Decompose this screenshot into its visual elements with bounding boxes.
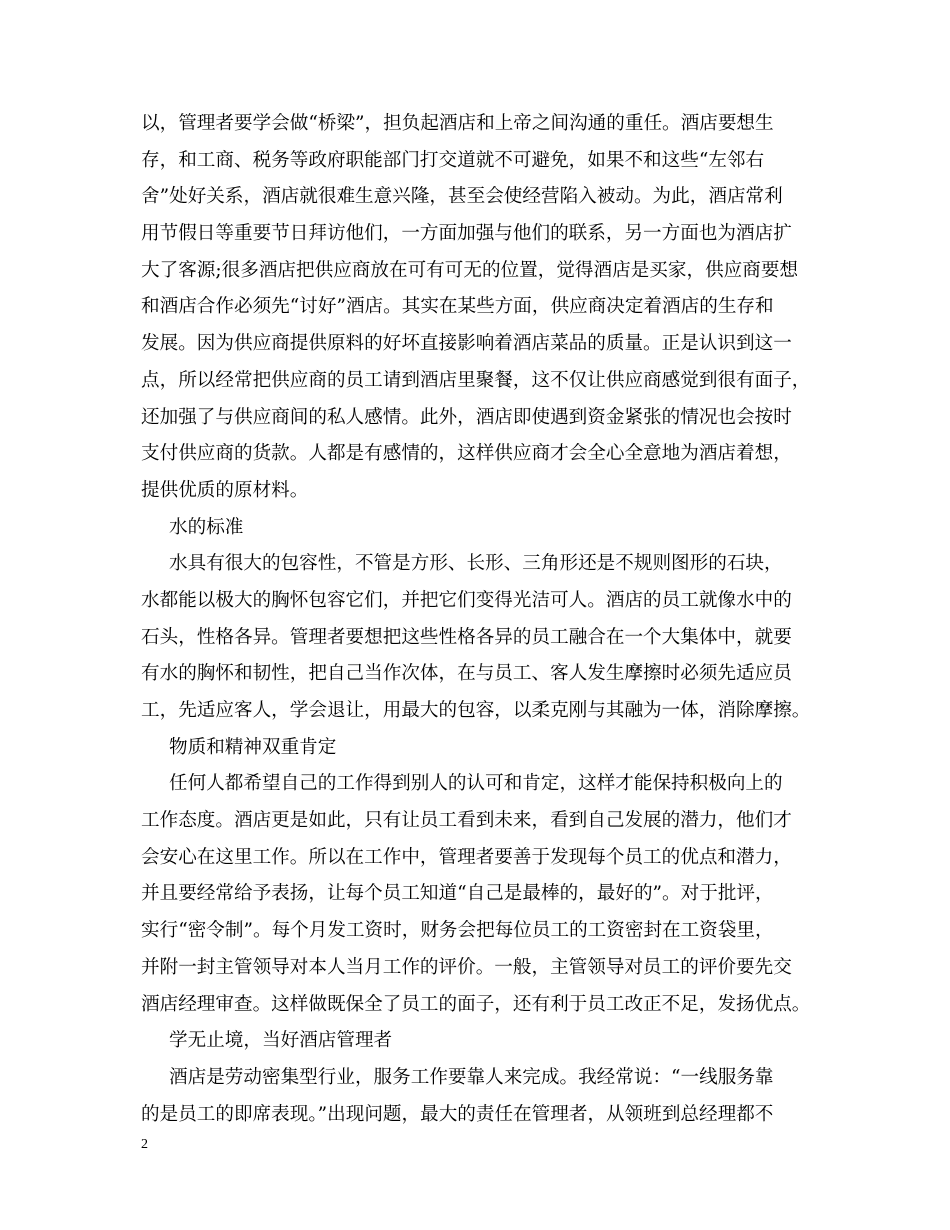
text-line: 提供优质的原材料。 xyxy=(141,479,309,501)
page-number: 2 xyxy=(141,1137,148,1152)
text-line: 物质和精神双重肯定 xyxy=(169,736,337,758)
text-line: 有水的胸怀和韧性，把自己当作次体，在与员工、客人发生摩擦时必须先适应员 xyxy=(141,663,792,685)
text-line: 实行“密令制”。每个月发工资时，财务会把每位员工的工资密封在工资袋里， xyxy=(141,920,774,942)
text-line: 发展。因为供应商提供原料的好坏直接影响着酒店菜品的质量。正是认识到这一 xyxy=(141,333,792,355)
body-text xyxy=(141,106,821,1133)
text-line: 石头，性格各异。管理者要想把这些性格各异的员工融合在一个大集体中，就要 xyxy=(141,626,792,648)
text-line: 任何人都希望自己的工作得到别人的认可和肯定，这样才能保持积极向上的 xyxy=(169,773,783,795)
text-line: 用节假日等重要节日拜访他们，一方面加强与他们的联系，另一方面也为酒店扩 xyxy=(141,223,792,245)
text-line: 工，先适应客人，学会退让，用最大的包容，以柔克刚与其融为一体，消除摩擦。 xyxy=(141,700,811,721)
text-line: 水具有很大的包容性，不管是方形、长形、三角形还是不规则图形的石块， xyxy=(169,553,783,575)
text-line: 工作态度。酒店更是如此，只有让员工看到未来，看到自己发展的潜力，他们才 xyxy=(141,810,792,832)
text-line: 并附一封主管领导对本人当月工作的评价。一般，主管领导对员工的评价要先交 xyxy=(141,956,792,978)
text-line: 和酒店合作必须先“讨好”酒店。其实在某些方面，供应商决定着酒店的生存和 xyxy=(141,296,774,318)
text-line: 存，和工商、税务等政府职能部门打交道就不可避免，如果不和这些“左邻右 xyxy=(141,149,765,171)
text-line: 大了客源;很多酒店把供应商放在可有可无的位置，觉得酒店是买家，供应商要想 xyxy=(141,259,799,281)
text-line: 水都能以极大的胸怀包容它们，并把它们变得光洁可人。酒店的员工就像水中的 xyxy=(141,589,792,611)
text-line: 水的标准 xyxy=(169,516,244,538)
text-line: 学无止境，当好酒店管理者 xyxy=(169,1030,393,1052)
text-line: 以，管理者要学会做“桥梁”，担负起酒店和上帝之间沟通的重任。酒店要想生 xyxy=(141,113,774,134)
text-line: 的是员工的即席表现。”出现问题，最大的责任在管理者，从领班到总经理都不 xyxy=(141,1103,774,1125)
text-line: 舍”处好关系，酒店就很难生意兴隆，甚至会使经营陷入被动。为此，酒店常利 xyxy=(141,186,783,208)
text-line: 点，所以经常把供应商的员工请到酒店里聚餐，这不仅让供应商感觉到很有面子， xyxy=(141,369,811,391)
text-line: 并且要经常给予表扬，让每个员工知道“自己是最棒的，最好的”。对于批评， xyxy=(141,883,774,905)
text-line: 酒店是劳动密集型行业，服务工作要靠人来完成。我经常说：“一线服务靠 xyxy=(169,1066,774,1088)
text-line: 会安心在这里工作。所以在工作中，管理者要善于发现每个员工的优点和潜力， xyxy=(141,846,792,868)
text-line: 酒店经理审查。这样做既保全了员工的面子，还有利于员工改正不足，发扬优点。 xyxy=(141,993,811,1015)
text-line: 支付供应商的货款。人都是有感情的，这样供应商才会全心全意地为酒店着想， xyxy=(141,443,792,465)
text-line: 还加强了与供应商间的私人感情。此外，酒店即使遇到资金紧张的情况也会按时 xyxy=(141,406,792,428)
